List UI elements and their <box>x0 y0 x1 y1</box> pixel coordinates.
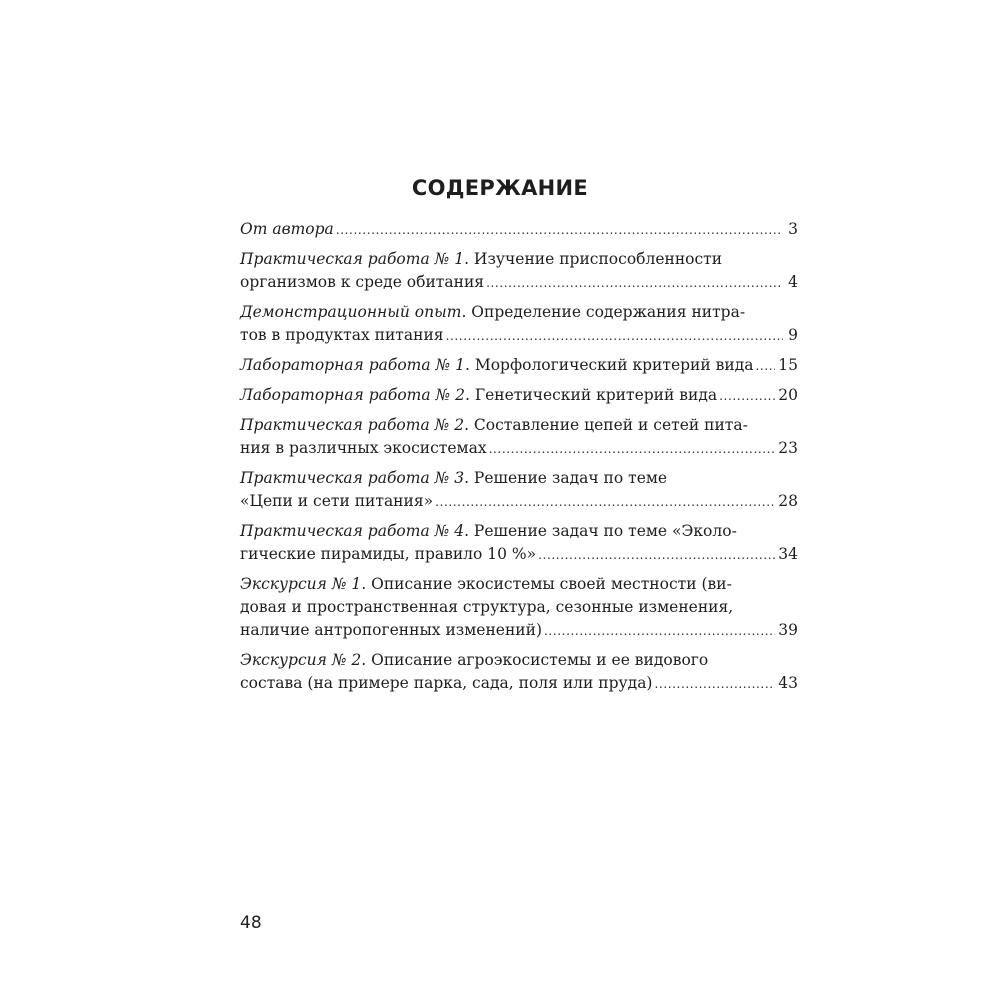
toc-entry-first-line <box>240 301 798 324</box>
toc-entry-text: гические пирамиды, правило 10 %» <box>240 545 537 563</box>
toc-entry-first-line <box>240 467 798 490</box>
toc-entry-from-author[interactable] <box>240 218 798 242</box>
toc-entry-excursion-1[interactable] <box>240 573 798 643</box>
toc-entry-label: Лабораторная работа № 1 <box>240 356 465 374</box>
dot-leader <box>336 219 783 242</box>
dot-leader <box>446 325 783 348</box>
toc-entry-label: Экскурсия № 1 <box>240 575 362 593</box>
toc-page-number: 20 <box>778 386 798 404</box>
toc-entry-label: Практическая работа № 2 <box>240 416 465 434</box>
toc-entry-last-line <box>240 324 798 348</box>
toc-page-number: 3 <box>788 220 798 238</box>
toc-page-number: 9 <box>788 326 798 344</box>
toc-entry-text: . Решение задач по теме <box>464 469 668 487</box>
toc-entry-practical-work-3[interactable] <box>240 467 798 514</box>
toc-page-number: 43 <box>778 674 798 692</box>
toc-entry-text: . Составление цепей и сетей пита- <box>464 416 748 434</box>
page-number: 48 <box>240 913 262 933</box>
toc-entry-label: Демонстрационный опыт <box>240 303 462 321</box>
toc-entry-text: . Описание экосистемы своей местности (ви- <box>361 575 732 593</box>
toc-entry-last-line <box>240 271 798 295</box>
toc-page-number: 28 <box>778 492 798 510</box>
toc-entry-last-line <box>240 354 798 378</box>
toc-entry-text: состава (на примере парка, сада, поля или пруда) <box>240 674 653 692</box>
toc-entry-last-line <box>240 543 798 567</box>
dot-leader <box>435 491 775 514</box>
toc-entry-text: наличие антропогенных изменений) <box>240 621 543 639</box>
toc-entry-text: . Морфологический критерий вида <box>465 356 754 374</box>
toc-entry-last-line <box>240 672 798 696</box>
toc-page-number: 4 <box>788 273 798 291</box>
toc-entry-practical-work-1[interactable] <box>240 248 798 295</box>
toc-entry-text: . Описание агроэкосистемы и ее видового <box>361 651 709 669</box>
toc-entry-label: Практическая работа № 1 <box>240 250 465 268</box>
toc-entry-first-line <box>240 248 798 271</box>
toc-entry-last-line <box>240 490 798 514</box>
toc-entry-middle-line <box>240 596 798 619</box>
toc-page-number: 34 <box>778 545 798 563</box>
toc-entry-text: . Генетический критерий вида <box>465 386 718 404</box>
toc-entry-last-line <box>240 218 798 242</box>
toc-entry-practical-work-2[interactable] <box>240 414 798 461</box>
dot-leader <box>756 355 776 378</box>
toc-entry-first-line <box>240 520 798 543</box>
toc-entry-text: . Решение задач по теме «Эколо- <box>464 522 737 540</box>
toc-page-number: 23 <box>778 439 798 457</box>
page-title: СОДЕРЖАНИЕ <box>411 176 589 200</box>
toc-page-number: 15 <box>778 356 798 374</box>
toc-entry-first-line <box>240 649 798 672</box>
toc-entry-lab-work-1[interactable] <box>240 354 798 378</box>
toc-entry-first-line <box>240 414 798 437</box>
table-of-contents <box>240 218 798 702</box>
dot-leader <box>654 673 775 696</box>
toc-entry-practical-work-4[interactable] <box>240 520 798 567</box>
toc-page-number: 39 <box>778 621 798 639</box>
toc-entry-text: . Изучение приспособленности <box>464 250 723 268</box>
toc-entry-text: довая и пространственная структура, сезонные изменения, <box>240 598 734 616</box>
toc-entry-text: «Цепи и сети питания» <box>240 492 434 510</box>
dot-leader <box>486 272 783 295</box>
toc-entry-text: тов в продуктах питания <box>240 326 444 344</box>
toc-entry-excursion-2[interactable] <box>240 649 798 696</box>
toc-entry-label: Практическая работа № 3 <box>240 469 465 487</box>
toc-entry-text: организмов к среде обитания <box>240 273 485 291</box>
toc-entry-text: . Определение содержания нитра- <box>461 303 746 321</box>
toc-entry-last-line <box>240 437 798 461</box>
dot-leader <box>719 385 775 408</box>
toc-entry-text: ния в различных экосистемах <box>240 439 487 457</box>
dot-leader <box>489 438 776 461</box>
toc-entry-last-line <box>240 619 798 643</box>
dot-leader <box>544 620 775 643</box>
toc-entry-demonstration-experiment[interactable] <box>240 301 798 348</box>
toc-entry-last-line <box>240 384 798 408</box>
toc-entry-label: Практическая работа № 4 <box>240 522 465 540</box>
toc-entry-label: От автора <box>240 220 334 238</box>
dot-leader <box>538 544 775 567</box>
toc-entry-label: Экскурсия № 2 <box>240 651 362 669</box>
toc-entry-label: Лабораторная работа № 2 <box>240 386 465 404</box>
toc-entry-first-line <box>240 573 798 596</box>
toc-entry-lab-work-2[interactable] <box>240 384 798 408</box>
